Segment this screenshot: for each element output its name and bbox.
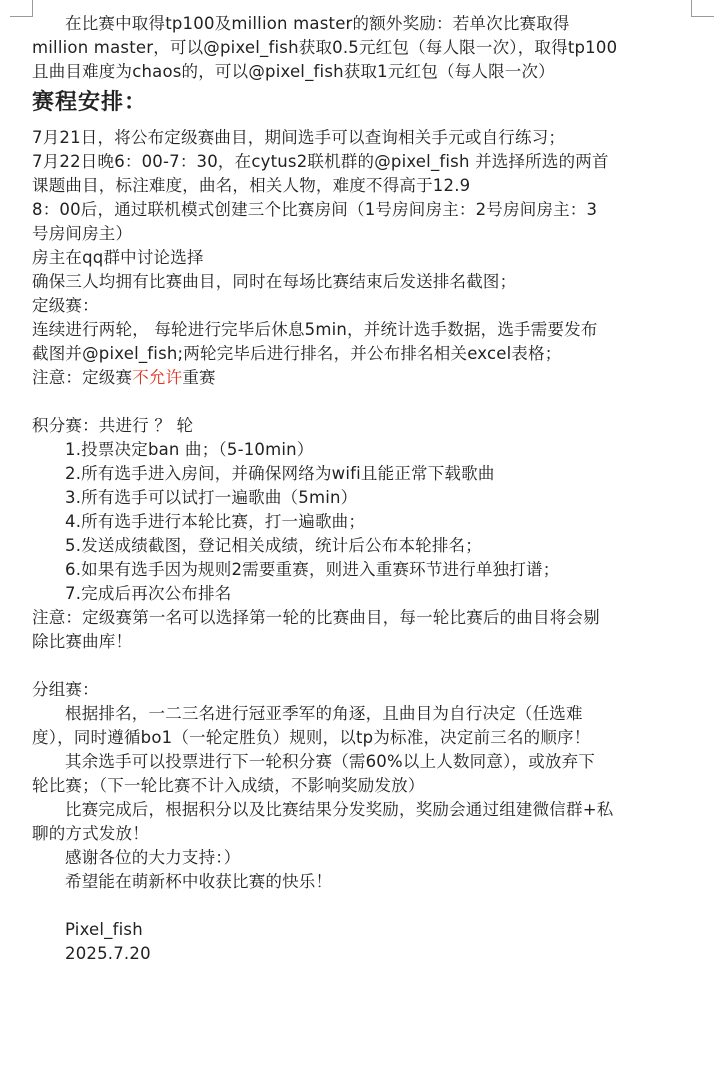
points-title: 积分赛：共进行 ？ 轮 <box>32 416 194 435</box>
points-step-3: 3.所有选手可以试打一遍歌曲（5min） <box>65 488 358 507</box>
group-title: 分组赛： <box>32 680 99 699</box>
signature-name: Pixel_fish <box>65 920 143 939</box>
group-thanks: 感谢各位的大力支持：） <box>65 848 241 867</box>
points-step-7: 7.完成后再次公布排名 <box>65 584 232 603</box>
schedule-line-4: 8：00后，通过联机模式创建三个比赛房间（1号房间房主：2号房间房主：3 <box>32 200 598 219</box>
group-p2-line-2: 轮比赛；（下一轮比赛不计入成绩，不影响奖励发放） <box>32 776 425 795</box>
schedule-line-2: 7月22日晚6：00-7：30，在cytus2联机群的@pixel_fish 并选择所选的两首 <box>32 152 609 171</box>
points-step-5: 5.发送成绩截图，登记相关成绩，统计后公布本轮排名； <box>65 536 482 555</box>
qualifier-line-1: 连续进行两轮， 每轮进行完毕后休息5min，并统计选手数据，选手需要发布 <box>32 320 598 339</box>
schedule-heading: 赛程安排： <box>32 90 148 115</box>
points-step-4: 4.所有选手进行本轮比赛，打一遍歌曲； <box>65 512 366 531</box>
schedule-line-6: 房主在qq群中讨论选择 <box>32 248 204 267</box>
qualifier-title: 定级赛： <box>32 296 99 315</box>
group-p3-line-1: 比赛完成后，根据积分以及比赛结果分发奖励，奖励会通过组建微信群+私 <box>65 800 614 819</box>
points-note-line-2: 除比赛曲库！ <box>32 632 133 651</box>
qualifier-note <box>32 366 696 390</box>
intro-line-2: million master，可以@pixel_fish获取0.5元红包（每人限一次），取得tp100 <box>32 38 618 57</box>
points-step-6: 6.如果有选手因为规则2需要重赛，则进入重赛环节进行单独打谱； <box>65 560 560 579</box>
group-p2-line-1: 其余选手可以投票进行下一轮积分赛（需60%以上人数同意），或放弃下 <box>65 752 596 771</box>
group-p3-line-2: 聊的方式发放！ <box>32 824 149 843</box>
qualifier-note-highlight: 不允许 <box>132 368 183 387</box>
blank-line <box>32 654 696 678</box>
group-p1-line-2: 度），同时遵循bo1（一轮定胜负）规则，以tp为标准，决定前三名的顺序！ <box>32 728 591 747</box>
points-step-2: 2.所有选手进入房间，并确保网络为wifi且能正常下载歌曲 <box>65 464 495 483</box>
group-p1-line-1: 根据排名，一二三名进行冠亚季军的角逐，且曲目为自行决定（任选难 <box>65 704 583 723</box>
qualifier-note-suffix: 重赛 <box>182 368 216 387</box>
qualifier-line-2: 截图并@pixel_fish;两轮完毕后进行排名，并公布排名相关excel表格； <box>32 344 562 363</box>
schedule-line-5: 号房间房主） <box>32 224 133 243</box>
blank-line <box>32 390 696 414</box>
blank-line <box>32 894 696 918</box>
qualifier-note-prefix: 注意：定级赛 <box>32 368 133 387</box>
document-body <box>32 12 696 966</box>
schedule-line-1: 7月21日，将公布定级赛曲目，期间选手可以查询相关手元或自行练习； <box>32 128 566 147</box>
points-note-line-1: 注意：定级赛第一名可以选择第一轮的比赛曲目，每一轮比赛后的曲目将会剔 <box>32 608 600 627</box>
intro-line-3: 且曲目难度为chaos的，可以@pixel_fish获取1元红包（每人限一次） <box>32 62 555 81</box>
points-step-1: 1.投票决定ban 曲；（5-10min） <box>65 440 314 459</box>
signature-date: 2025.7.20 <box>65 944 151 963</box>
schedule-line-7: 确保三人均拥有比赛曲目，同时在每场比赛结束后发送排名截图； <box>32 272 517 291</box>
group-hope: 希望能在萌新杯中收获比赛的快乐！ <box>65 872 333 891</box>
intro-line-1: 在比赛中取得tp100及million master的额外奖励：若单次比赛取得 <box>65 14 570 33</box>
page-corner-mark-left <box>10 0 33 17</box>
schedule-line-3: 课题曲目，标注难度，曲名，相关人物，难度不得高于12.9 <box>32 176 471 195</box>
